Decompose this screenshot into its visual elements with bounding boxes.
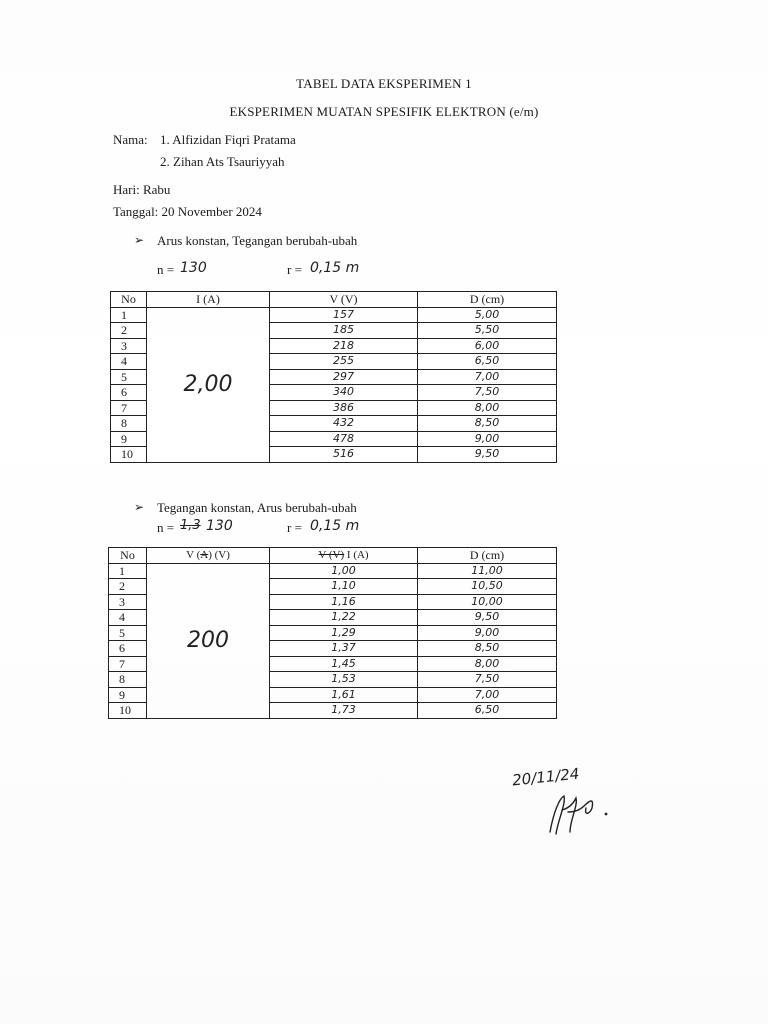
signature-mark [540,790,620,840]
diameter-value: 9,50 [418,610,557,626]
section1-r-label: r = [287,262,302,277]
measured-value: 386 [270,400,418,416]
diameter-value: 8,50 [418,641,557,657]
row-number: 3 [111,338,147,354]
section2-r-label: r = [287,520,302,535]
row-number: 4 [109,610,147,626]
measured-value: 340 [270,385,418,401]
row-number: 7 [111,400,147,416]
diameter-value: 9,00 [418,431,557,447]
row-number: 1 [111,307,147,323]
header-i: I (A) [147,292,270,308]
diameter-value: 6,00 [418,338,557,354]
section1-n-value: 130 [180,260,207,276]
row-number: 9 [109,687,147,703]
bullet-icon: ➢ [134,233,145,247]
diameter-value: 7,50 [418,672,557,688]
measured-value: 516 [270,447,418,463]
section2-r-value: 0,15 m [310,518,360,534]
name-2: 2. Zihan Ats Tsauriyyah [160,154,285,169]
tanggal-line: Tanggal: 20 November 2024 [113,204,262,219]
row-number: 8 [109,672,147,688]
table-2-header-row [109,548,557,564]
diameter-value: 11,00 [418,563,557,579]
row-number: 10 [109,703,147,719]
diameter-value: 9,50 [418,447,557,463]
measured-value: 1,16 [270,594,418,610]
document-subtitle: EKSPERIMEN MUATAN SPESIFIK ELEKTRON (e/m) [229,104,539,119]
bullet-icon: ➢ [134,500,145,514]
section1-n-label: n = [157,262,175,277]
row-number: 1 [109,563,147,579]
section2-n-label: n = [157,520,175,535]
name-1: 1. Alfizidan Fiqri Pratama [160,132,296,147]
diameter-value: 9,00 [418,625,557,641]
header-v: V (A) (V) [147,548,270,564]
row-number: 2 [109,579,147,595]
measured-value: 1,10 [270,579,418,595]
diameter-value: 7,00 [418,687,557,703]
diameter-value: 7,00 [418,369,557,385]
measured-value: 185 [270,323,418,339]
table-1-header-row [111,292,557,308]
row-number: 5 [111,369,147,385]
measured-value: 1,22 [270,610,418,626]
diameter-value: 7,50 [418,385,557,401]
row-number: 4 [111,354,147,370]
header-d: D (cm) [418,292,557,308]
row-number: 10 [111,447,147,463]
diameter-value: 8,50 [418,416,557,432]
nama-label: Nama: [113,132,148,147]
row-number: 2 [111,323,147,339]
row-number: 7 [109,656,147,672]
diameter-value: 10,00 [418,594,557,610]
section1-heading: Arus konstan, Tegangan berubah-ubah [157,233,358,248]
row-number: 3 [109,594,147,610]
constant-value: 200 [147,563,270,718]
section2-heading: Tegangan konstan, Arus berubah-ubah [157,500,357,515]
measured-value: 1,37 [270,641,418,657]
diameter-value: 8,00 [418,656,557,672]
measured-value: 432 [270,416,418,432]
header-i: V (V) I (A) [270,548,418,564]
section2-n-struck: 1,3 [180,518,201,533]
measured-value: 1,73 [270,703,418,719]
diameter-value: 6,50 [418,703,557,719]
measured-value: 1,61 [270,687,418,703]
diameter-value: 5,00 [418,307,557,323]
section1-r-value: 0,15 m [310,260,360,276]
table-row [111,307,557,323]
section2-n-value: 130 [206,518,233,534]
header-v: V (V) [270,292,418,308]
row-number: 8 [111,416,147,432]
header-no: No [111,292,147,308]
measured-value: 297 [270,369,418,385]
measured-value: 1,45 [270,656,418,672]
measured-value: 218 [270,338,418,354]
header-d: D (cm) [418,548,557,564]
measured-value: 1,00 [270,563,418,579]
measured-value: 478 [270,431,418,447]
row-number: 6 [109,641,147,657]
constant-value: 2,00 [147,307,270,462]
measured-value: 1,53 [270,672,418,688]
diameter-value: 10,50 [418,579,557,595]
row-number: 5 [109,625,147,641]
table-2 [108,547,557,719]
hari-line: Hari: Rabu [113,182,171,197]
header-no: No [109,548,147,564]
measured-value: 255 [270,354,418,370]
table-1 [110,291,557,463]
diameter-value: 8,00 [418,400,557,416]
diameter-value: 5,50 [418,323,557,339]
measured-value: 1,29 [270,625,418,641]
measured-value: 157 [270,307,418,323]
diameter-value: 6,50 [418,354,557,370]
row-number: 6 [111,385,147,401]
row-number: 9 [111,431,147,447]
table-row [109,563,557,579]
document-title: TABEL DATA EKSPERIMEN 1 [296,76,472,91]
signature-date: 20/11/24 [511,764,581,790]
